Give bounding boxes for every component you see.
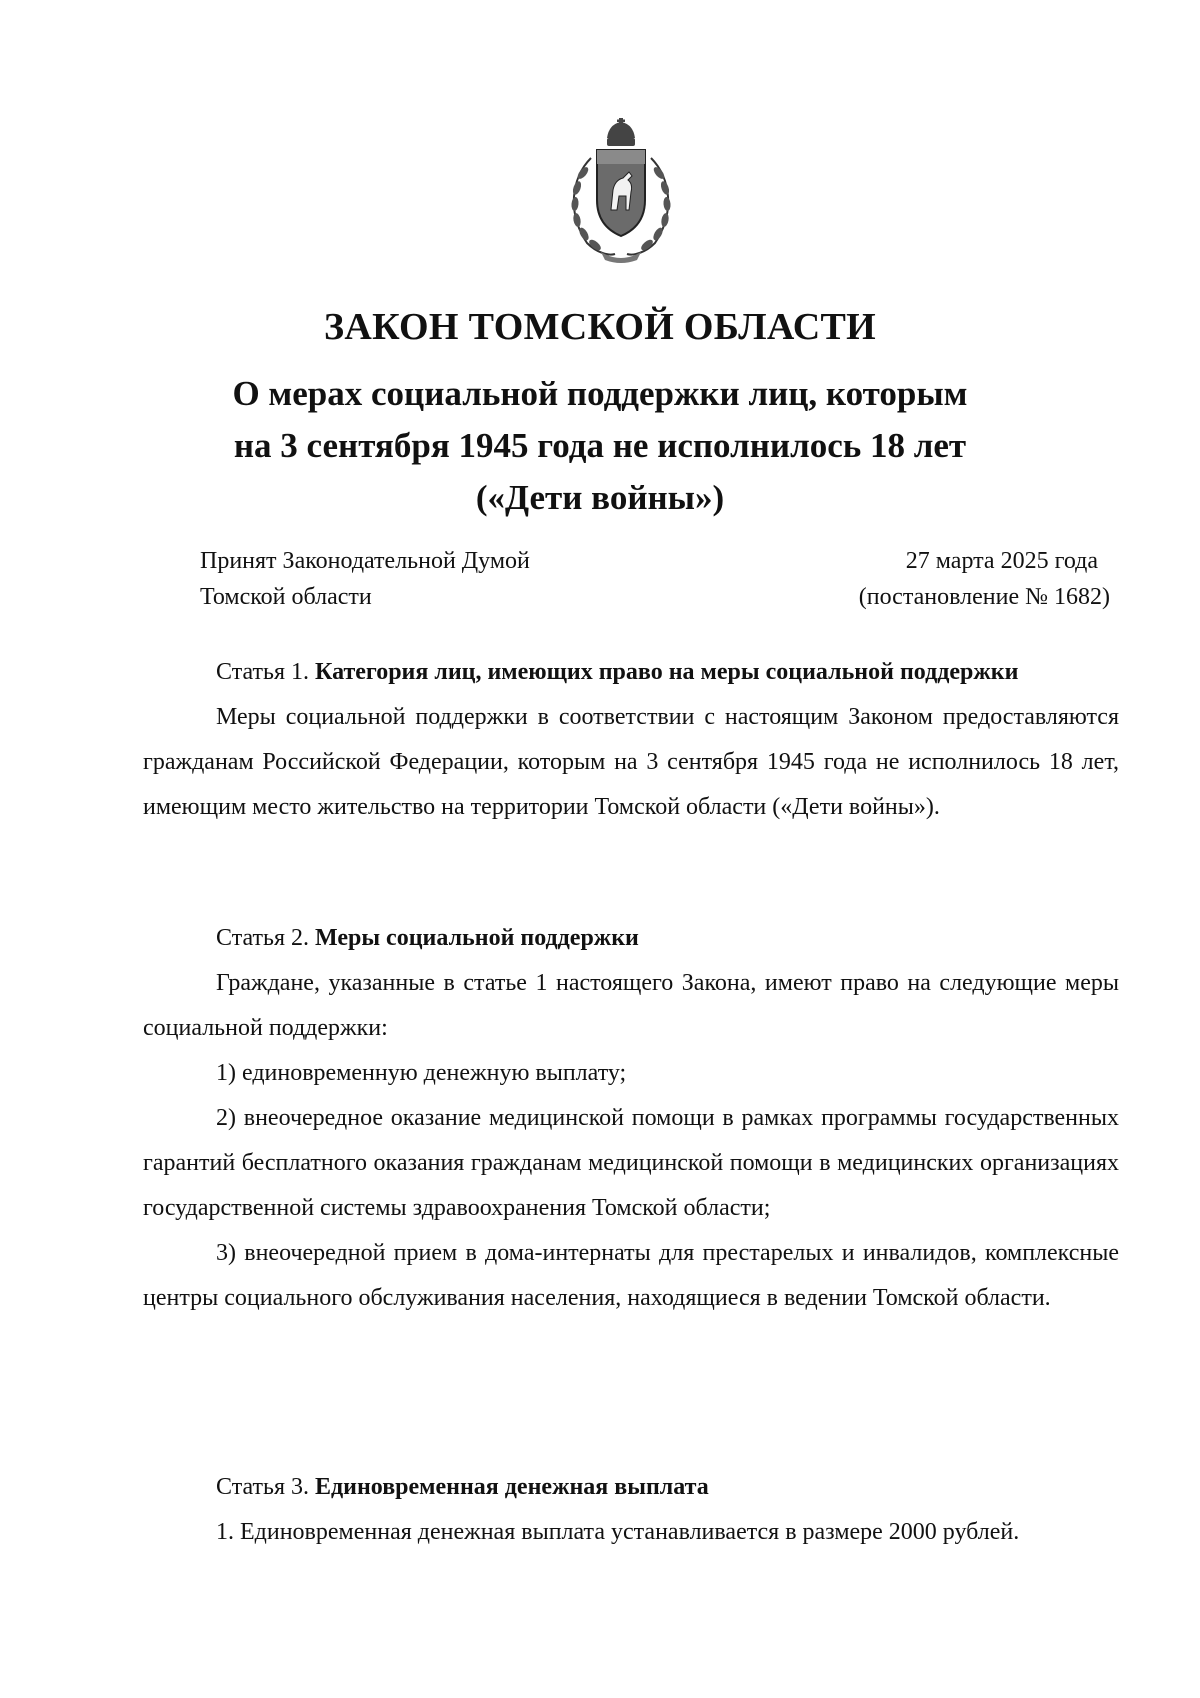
list-item: 1) единовременную денежную выплату;: [216, 1060, 627, 1086]
article-paragraph: Меры социальной поддержки в соответствии с настоящим Законом предоставляются гражданам Российской Федерации, которым на 3 сентября 1945 года не исполнилось 18 лет, имеющим место жительство на территории Томской области («Дети войны»).: [143, 704, 1119, 820]
article-paragraph: Граждане, указанные в статье 1 настоящего Закона, имеют право на следующие меры социальной поддержки:: [143, 970, 1119, 1041]
article-heading: [143, 916, 1119, 961]
article-1: [143, 650, 1119, 830]
coat-of-arms-icon: [557, 118, 685, 266]
article-heading: [143, 1465, 1119, 1510]
article-2: [143, 916, 1119, 1321]
law-title-line: О мерах социальной поддержки лиц, которым: [232, 374, 968, 413]
adopted-by-line: Томской области: [200, 584, 372, 610]
adoption-date-block: [810, 543, 1110, 615]
article-heading: [143, 650, 1119, 695]
adoption-date: 27 марта 2025 года: [905, 548, 1098, 574]
law-type-heading: ЗАКОН ТОМСКОЙ ОБЛАСТИ: [324, 306, 876, 348]
article-prefix: Статья 2.: [216, 925, 309, 951]
article-title: Единовременная денежная выплата: [314, 1474, 709, 1500]
article-prefix: Статья 3.: [216, 1474, 309, 1500]
article-paragraph: 1. Единовременная денежная выплата устанавливается в размере 2000 рублей.: [216, 1519, 1020, 1545]
article-prefix: Статья 1.: [216, 659, 309, 685]
resolution-number: (постановление № 1682): [858, 584, 1110, 610]
list-item: 3) внеочередной прием в дома-интернаты для престарелых и инвалидов, комплексные центры социального обслуживания населения, находящиеся в ведении Томской области.: [143, 1240, 1119, 1311]
adopted-by-line: Принят Законодательной Думой: [200, 548, 530, 574]
list-item: 2) внеочередное оказание медицинской помощи в рамках программы государственных гарантий бесплатного оказания гражданам медицинской помощи в медицинских организациях государственной системы здравоохранения Томской области;: [143, 1105, 1119, 1221]
law-title-line: на 3 сентября 1945 года не исполнилось 18 лет: [233, 426, 967, 465]
law-title: [0, 368, 1200, 524]
adopted-by-block: [200, 543, 530, 615]
article-3: [143, 1465, 1119, 1555]
article-title: Меры социальной поддержки: [314, 925, 639, 951]
article-title: Категория лиц, имеющих право на меры социальной поддержки: [314, 659, 1019, 685]
law-title-line: («Дети войны»): [475, 478, 725, 517]
